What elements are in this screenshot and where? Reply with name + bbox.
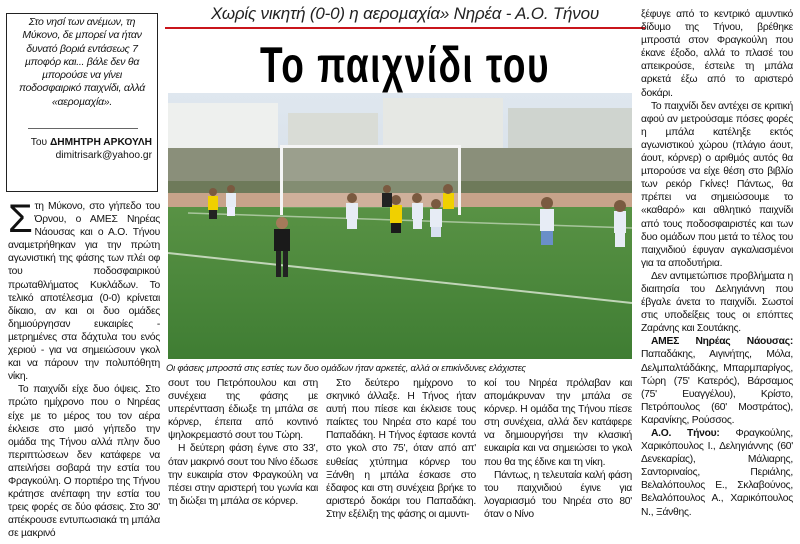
paragraph: ξέφυγε από το κεντρικό αµυντικό δίδυµο της Τήνου, βρέθηκε µπροστά στον Φραγκούλη που έκανε έξοδο, αλλά το πλασέ του απεικρούσε, έστειλε τη µπάλα αρκετά έξω από το αριστερό δοκάρι. bbox=[641, 9, 793, 99]
article-column-5 bbox=[641, 8, 793, 543]
lineup-home: ΑΜΕΣ Νηρέας Νάουσας: Παπαδάκης, Αιγινήτης, Μόλα, Δελµπαλτάδάκης, Μπαρµπαρίγος, Τώρη (75' Κατερός), Βάρσαµος (75' Ευαγγέλου), Κρίστο, Πετρόπουλος (60' Μοστράτος), Καρανίκης, Ρούσσος. bbox=[641, 336, 793, 426]
photo-caption: Οι φάσεις µπροστά στις εστίες των δυο οµάδων ήταν αρκετές, αλλά οι επικίνδυνες ελάχιστες bbox=[166, 362, 526, 373]
paragraph: Η δεύτερη φάση έγινε στο 33', όταν µακρινό σουτ του Νίνο έδωσε την ευκαιρία στον Φραγκούλη να πέσει στην αριστερή του γωνία και τη διώξει τη µπάλα σε κόρνερ. bbox=[168, 443, 318, 507]
lineup-away-label: Α.Ο. Τήνου: bbox=[651, 428, 720, 439]
football-match-illustration bbox=[168, 93, 632, 359]
column-box-text: Στο νησί των ανέµων, τη Μύκονο, δε µπορεί να ήταν δυνατό βοριά εντάσεως 7 µποφόρ και... βάλε δεν θα µπορούσε να γίνει ποδοσφαιρικό παιχνίδι, αλλά «αεροµαχία». bbox=[18, 16, 146, 108]
paragraph: κοί του Νηρέα πρόλαβαν και αποµάκρυναν την µπάλα σε κόρνερ. Η οµάδα της Τήνου πίεσε στη συνέχεια, αλλά δεν κατάφερε να δηµιουργήσει την κλασική ευκαιρία και να σηµειώσει το γκολ που θα της έδινε και τη νίκη. bbox=[484, 378, 632, 468]
article-column-3 bbox=[326, 377, 476, 543]
article-headline: Το παιχνίδι του bbox=[259, 37, 551, 93]
article-column-4 bbox=[484, 377, 632, 543]
drop-cap: Σ bbox=[8, 200, 33, 241]
paragraph: Πάντως, η τελευταία καλή φάση του παιχνιδιού έγινε για λογαριασµό του Νηρέα στο 80' όταν ο Νίνο bbox=[484, 469, 632, 520]
lineup-away: Α.Ο. Τήνου: Φραγκούλης, Χαρικόπουλος Ι., Δεληγιάννης (60' Δενεκαρίας), Μάλιαρης, Σαντοριναίος, Περιάλης, Βελαλόπουλος Ε., Σκλαβούνος, Βελαλόπουλος Α., Χαρικόπουλος Ν., Ξάνθης. bbox=[641, 428, 793, 518]
lineup-home-label: ΑΜΕΣ Νηρέας Νάουσας: bbox=[651, 336, 793, 348]
paragraph: σουτ του Πετρόπουλου και στη συνέχεια της φάσης µε υπερέντταση έδιωξε τη µπάλα σε κόρνερ, έπειτα από κοντινό ψηλοκρεµαστό σουτ του Τώρη. bbox=[168, 378, 318, 442]
paragraph: Στο δεύτερο ηµίχρονο το σκηνικό άλλαξε. Η Τήνος ήταν αυτή που πίεσε και έκλεισε τους παίκτες του Νηρέα στο καρέ του Παπαδάκη. Η Τήνος έφτασε κοντά στο γκολ στο 75', όταν από απ' ευθείας χτύπηµα κόρνερ του Ξάνθη η µπάλα έσκασε στο έδαφος και στη συνέχεια βρήκε το αριστερό δοκάρι του Παπαδάκη. Στην εξέλιξη της φάσης οι αµυντι- bbox=[326, 378, 476, 520]
column-box-divider bbox=[28, 128, 138, 129]
author-email[interactable]: dimitrisark@yahoo.gr bbox=[55, 150, 152, 161]
article-kicker: Χωρίς νικητή (0-0) η αεροµαχία» Νηρέα - Α.Ο. Τήνου bbox=[210, 4, 599, 23]
lead-paragraph: Στη Μύκονο, στο γήπεδο του Όρνου, ο ΑΜΕΣ Νηρέας Νάουσας και ο Α.Ο. Τήνου αναµετρήθηκαν για την πρώτη αγωνιστική της φάσης των πλέι οφ του ποδοσφαιρικού πρωταθλήµατος Κυκλάδων. Το τελικό αποτέλεσµα (0-0) κρίνεται δίκαιο, αν και οι δυο οµάδες δηµιούργησαν ευκαιρίες - µετρηµένες στα δάχτυλα του ενός χεριού - για να σηµειώσουν γκολ και να πάρουν την πολυπόθητη νίκη. bbox=[8, 200, 160, 383]
article-column-1 bbox=[8, 200, 160, 542]
paragraph: Το παιχνίδι δεν αντέχει σε κριτική αφού αν µετρούσαµε πόσες φορές η µπάλα κατέληξε εκτός αγωνιστικού χώρου (πλάγιο άουτ, άουτ, κόρνερ) ο αριθµός αυτός θα µπορούσε να είχε θέση στο βιβλίο των ρεκόρ Γκίνες! Πάντως, θα πρέπει να σηµειώσουµε το «καθαρό» και αθλητικό παιχνίδι από τους ποδοσφαιριστές και των δυο οµάδων που µετά το τέλος του παιχνιδιού έφυγαν αγκαλιασµένοι για τα αποδυτήρια. bbox=[641, 100, 793, 269]
author-name: ΔΗΜΗΤΡΗ ΑΡΚΟΥΛΗ bbox=[49, 137, 152, 148]
article-column-2 bbox=[168, 377, 318, 543]
match-photo bbox=[168, 93, 632, 359]
column-author-block bbox=[10, 136, 152, 162]
kicker-rule bbox=[165, 27, 645, 29]
paragraph: Δεν αντιµετώπισε προβλήµατα η διαιτησία του Δεληγιάννη που έβγαλε άνετα το παιχνίδι. Σωστοί στις υποδείξεις τους οι επόπτες Ζαράνης και Σουτάκης. bbox=[641, 270, 793, 335]
paragraph: Το παιχνίδι είχε δυο όψεις. Στο πρώτο ηµίχρονο που ο Νηρέας είχε µε το µέρος του τον αέρα έκλεισε στο µισό γήπεδο την οµάδα της Τήνου αλλά πλην δυο περιπτώσεων δεν κατάφερε να απειλήσει σοβαρά την εστία του Φραγκούλη. Ο πορτιέρο της Τήνου κράτησε ανέπαφη την εστία του τρεις φορές σε δύο φάσεις. Στο 30' απέκρουσε εντυπωσιακά τη µπάλα σε µακρινό bbox=[8, 384, 160, 540]
author-prefix: Του bbox=[30, 137, 48, 148]
